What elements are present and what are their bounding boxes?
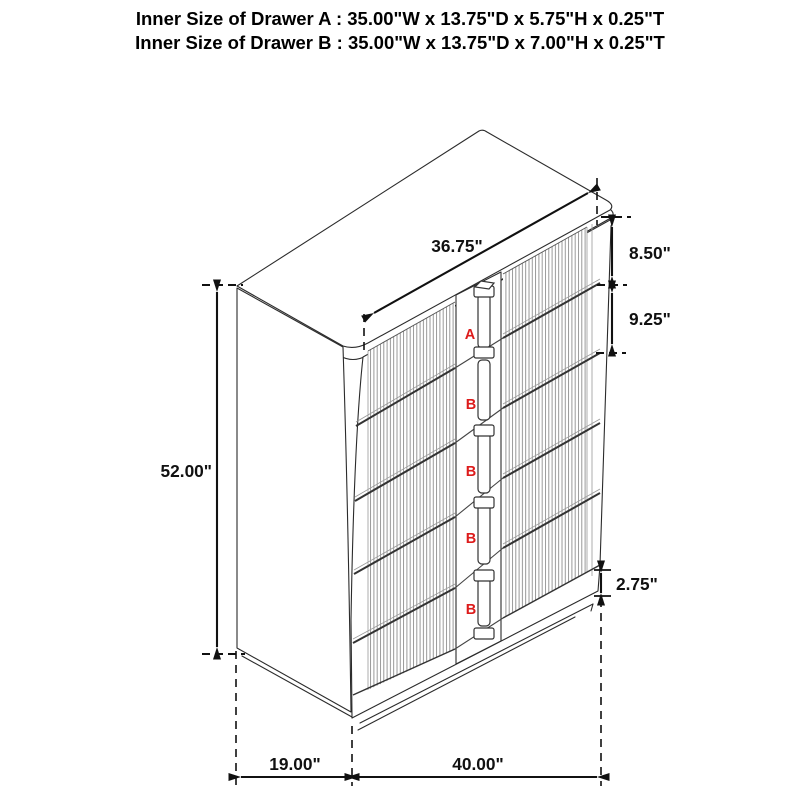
drawer-b-size-text: Inner Size of Drawer B : 35.00"W x 13.75"D x 7.00"H x 0.25"T [135, 32, 665, 53]
dim-label-drawer-b: 9.25" [629, 309, 671, 329]
cabinet-left-side [237, 288, 351, 712]
dim-label-drawer-a: 8.50" [629, 243, 671, 263]
drawer-a-size-text: Inner Size of Drawer A : 35.00"W x 13.75"D x 5.75"H x 0.25"T [135, 8, 665, 29]
drawer-label-b1: B [465, 397, 477, 413]
handle-drawer-b1 [478, 360, 490, 420]
dim-label-top-width: 36.75" [431, 236, 483, 256]
dim-label-depth: 19.00" [269, 754, 321, 774]
handle-drawer-b4 [478, 578, 490, 626]
left-slat-panel [368, 302, 455, 690]
handle-joint-3 [474, 497, 494, 508]
handle-bottom-cap [474, 628, 494, 639]
handle-drawer-b2 [478, 433, 490, 493]
dim-label-height: 52.00" [160, 461, 212, 481]
handle-joint-2 [474, 425, 494, 436]
drawer-label-a: A [464, 327, 476, 343]
handle-joint-4 [474, 570, 494, 581]
drawer-label-b3: B [465, 531, 477, 547]
cabinet-body [237, 130, 613, 730]
handle-joint-1 [474, 347, 494, 358]
dim-label-width: 40.00" [452, 754, 504, 774]
dim-label-base: 2.75" [616, 574, 658, 594]
drawer-label-b4: B [465, 602, 477, 618]
handle-drawer-a [478, 294, 490, 348]
drawer-label-b2: B [465, 464, 477, 480]
right-slat-panel [503, 227, 587, 618]
handle-drawer-b3 [478, 503, 490, 564]
